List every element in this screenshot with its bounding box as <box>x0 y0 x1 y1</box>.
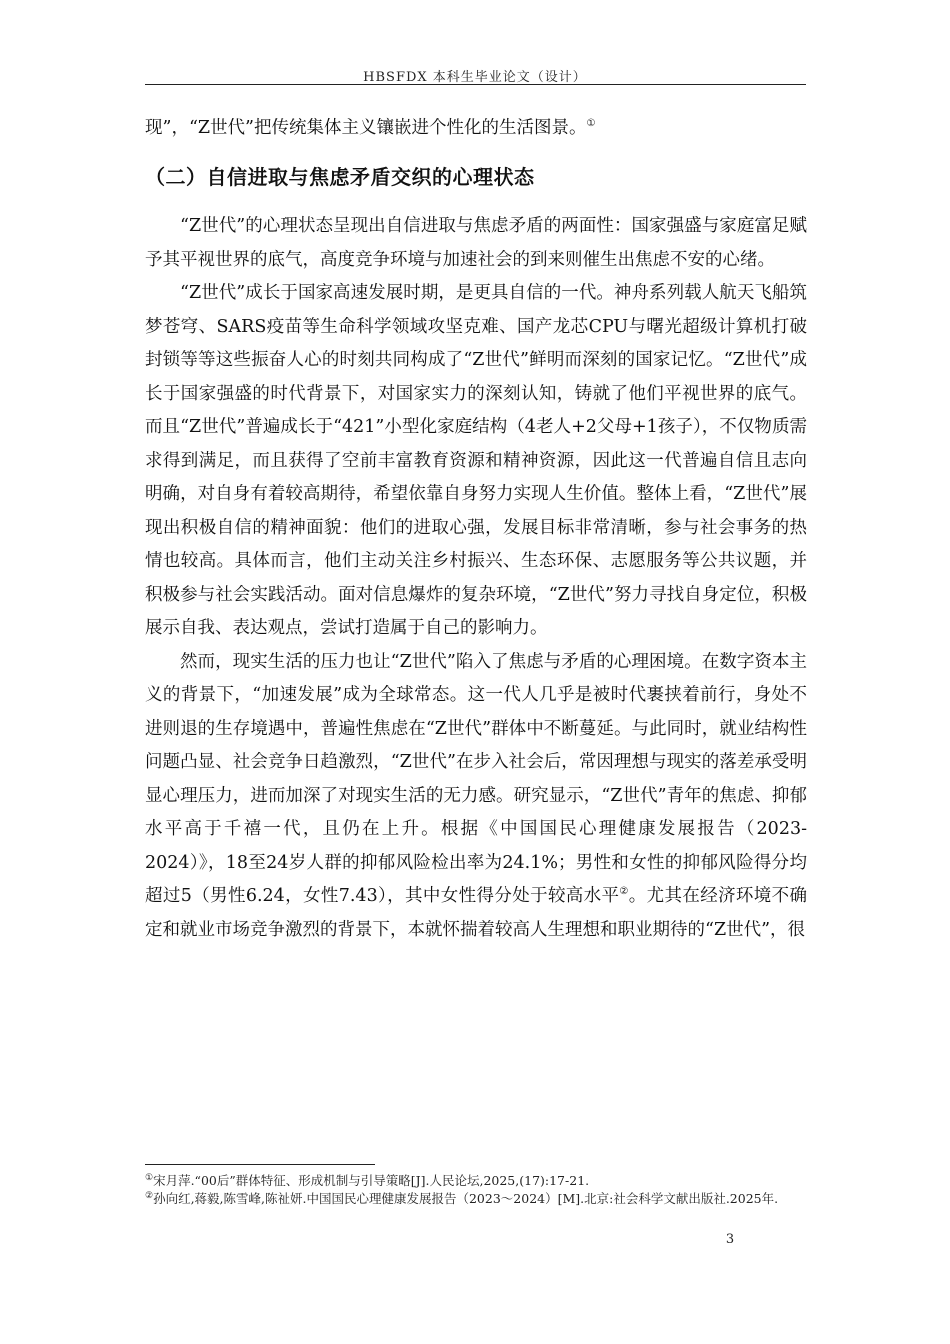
page-number-row <box>0 1232 735 1247</box>
paragraph-3 <box>145 646 807 948</box>
footnote-ref-1[interactable]: ① <box>586 118 596 130</box>
intro-line <box>145 112 807 146</box>
footnote-2 <box>145 1190 807 1208</box>
footnote-1-mark: ① <box>145 1172 154 1183</box>
footnote-1-text: 宋月萍.“00后”群体特征、形成机制与引导策略[J].人民论坛,2025,(17):17-21. <box>153 1173 590 1188</box>
paragraph-3-tail: 。尤其在经济环境不确定和就业市场竞争激烈的背景下，本就怀揣着较高人生理想和职业期待的“Z世代”，很 <box>145 886 808 940</box>
paragraph-3-main: 然而，现实生活的压力也让“Z世代”陷入了焦虑与矛盾的心理困境。在数字资本主义的背景下，“加速发展”成为全球常态。这一代人几乎是被时代裹挟着前行，身处不进则退的生存境遇中，普遍性焦虑在“Z世代”群体中不断蔓延。与此同时，就业结构性问题凸显、社会竞争日趋激烈，“Z世代”在步入社会后，常因理想与现实的落差承受明显心理压力，进而加深了对现实生活的无力感。研究显示，“Z世代”青年的焦虑、抑郁水平高于千禧一代，且仍在上升。根据《中国国民心理健康发展报告（2023-2024）》，18至24岁人群的抑郁风险检出率为24.1%；男性和女性的抑郁风险得分均超过5（男性6.24，女性7.43），其中女性得分处于较高水平 <box>145 651 807 906</box>
body-paragraphs <box>145 210 807 947</box>
intro-line-text: 现”，“Z世代”把传统集体主义镶嵌进个性化的生活图景。 <box>145 118 587 138</box>
paragraph-1: “Z世代”的心理状态呈现出自信进取与焦虑矛盾的两面性：国家强盛与家庭富足赋予其平视世界的底气，高度竞争环境与加速社会的到来则催生出焦虑不安的心绪。 <box>145 216 807 270</box>
page-number: 3 <box>725 1232 735 1247</box>
section-heading: （二）自信进取与焦虑矛盾交织的心理状态 <box>145 165 535 189</box>
footnote-rule <box>145 1164 375 1165</box>
footnote-ref-2[interactable]: ② <box>619 886 629 898</box>
paragraph-2: “Z世代”成长于国家高速发展时期，是更具自信的一代。神舟系列载人航天飞船筑梦苍穹、SARS疫苗等生命科学领域攻坚克难、国产龙芯CPU与曙光超级计算机打破封锁等等这些振奋人心的时刻共同构成了“Z世代”鲜明而深刻的国家记忆。“Z世代”成长于国家强盛的时代背景下，对国家实力的深刻认知，铸就了他们平视世界的底气。而且“Z世代”普遍成长于“421”小型化家庭结构（4老人+2父母+1孩子），不仅物质需求得到满足，而且获得了空前丰富教育资源和精神资源，因此这一代普遍自信且志向明确，对自身有着较高期待，希望依靠自身努力实现人生价值。整体上看，“Z世代”展现出积极自信的精神面貌：他们的进取心强，发展目标非常清晰，参与社会事务的热情也较高。具体而言，他们主动关注乡村振兴、生态环保、志愿服务等公共议题，并积极参与社会实践活动。面对信息爆炸的复杂环境，“Z世代”努力寻找自身定位，积极展示自我、表达观点，尝试打造属于自己的影响力。 <box>145 283 807 638</box>
footnote-1 <box>145 1172 807 1190</box>
footnote-2-text: 孙向红,蒋毅,陈雪峰,陈祉妍.中国国民心理健康发展报告（2023～2024）[M].北京:社会科学文献出版社.2025年. <box>153 1191 779 1206</box>
footnotes <box>145 1172 807 1208</box>
footnote-2-mark: ② <box>145 1190 154 1201</box>
header-rule <box>145 84 806 85</box>
intro-line-block <box>145 112 807 146</box>
running-header: HBSFDX 本科生毕业论文（设计） <box>363 70 587 85</box>
